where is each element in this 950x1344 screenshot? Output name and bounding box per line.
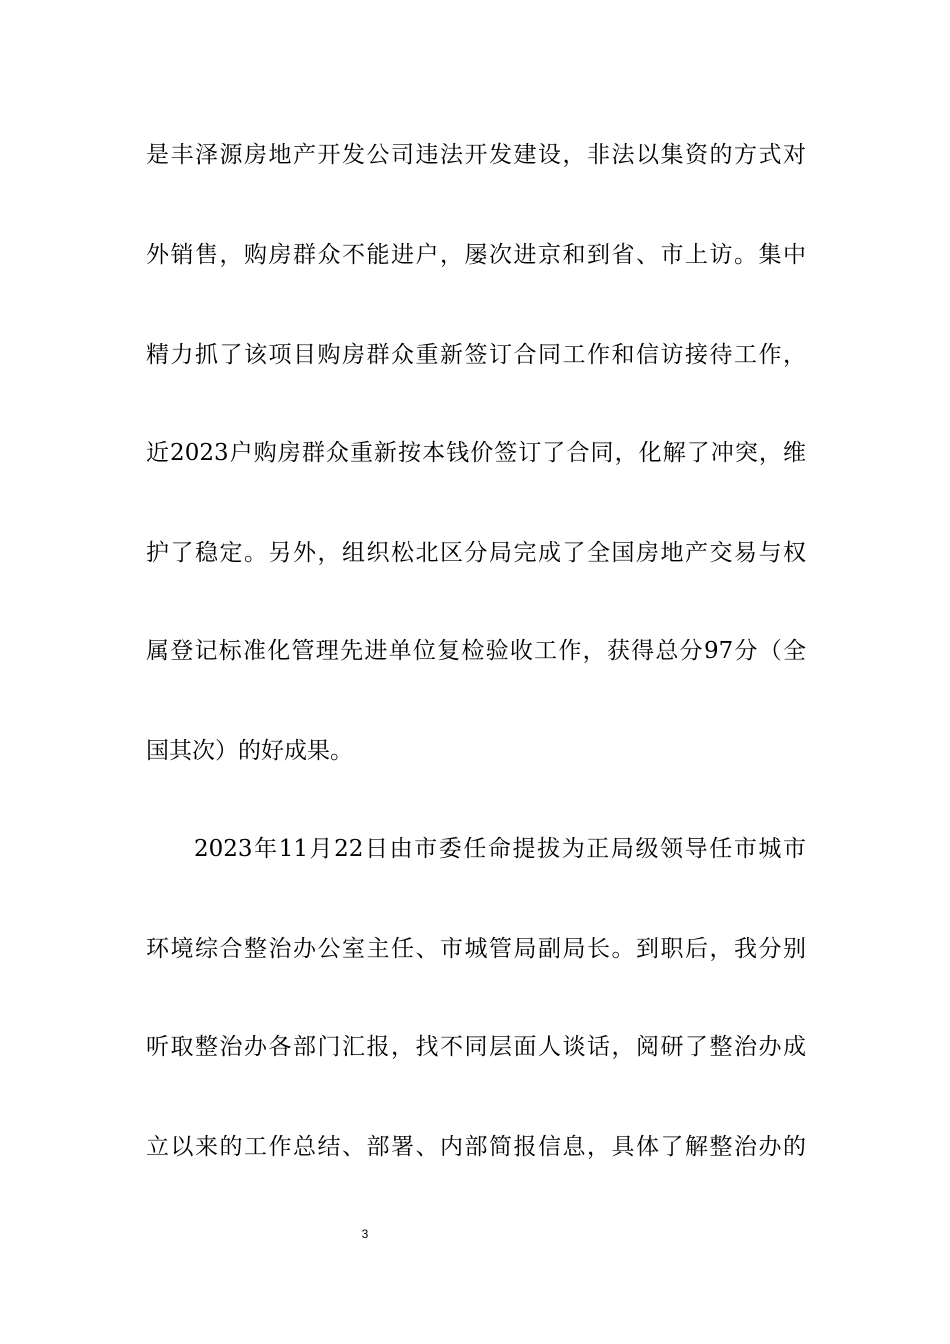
paragraph-line: 国其次）的好成果。 xyxy=(146,738,353,764)
paragraph-line: 属登记标准化管理先进单位复检验收工作，获得总分97分（全 xyxy=(146,638,806,664)
paragraph-line: 近2023户购房群众重新按本钱价签订了合同，化解了冲突，维 xyxy=(146,440,806,466)
paragraph-line: 听取整治办各部门汇报，找不同层面人谈话，阅研了整治办成 xyxy=(146,1034,806,1060)
paragraph-line: 护了稳定。另外，组织松北区分局完成了全国房地产交易与权 xyxy=(146,540,806,566)
paragraph-line: 立以来的工作总结、部署、内部简报信息，具体了解整治办的 xyxy=(146,1134,806,1160)
page-number: 3 xyxy=(361,1227,369,1241)
paragraph-line: 2023年11月22日由市委任命提拔为正局级领导任市城市 xyxy=(194,836,806,862)
paragraph-line: 精力抓了该项目购房群众重新签订合同工作和信访接待工作， xyxy=(146,342,806,368)
paragraph-line: 是丰泽源房地产开发公司违法开发建设，非法以集资的方式对 xyxy=(146,142,806,168)
paragraph-line: 外销售，购房群众不能进户，屡次进京和到省、市上访。集中 xyxy=(146,242,806,268)
paragraph-line: 环境综合整治办公室主任、市城管局副局长。到职后，我分别 xyxy=(146,936,806,962)
